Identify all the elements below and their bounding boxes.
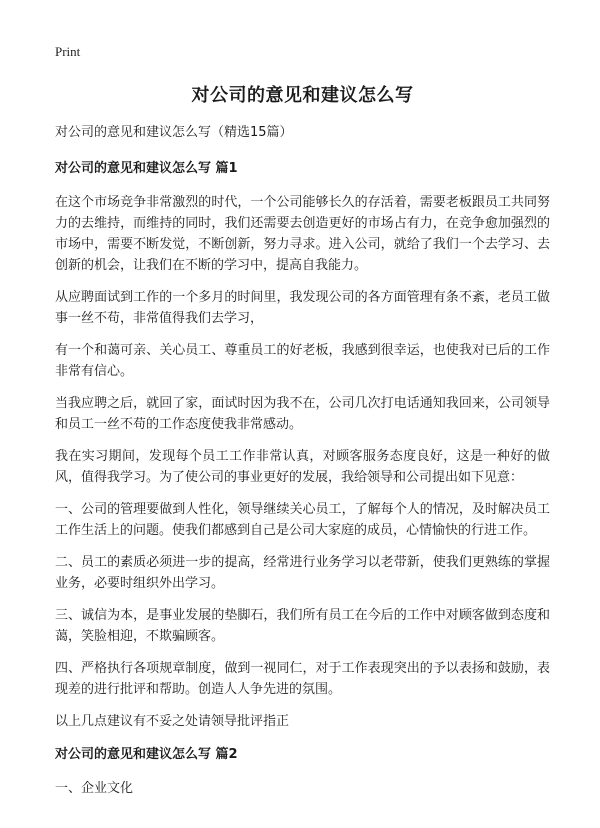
paragraph: 二、员工的素质必须进一步的提高，经常进行业务学习以老带新，使我们更熟练的掌握业务，必要时组织外出学习。 (55, 555, 550, 591)
paragraph: 一、公司的管理要做到人性化，领导继续关心员工，了解每个人的情况，及时解决员工工作生活上的问题。使我们都感到自己是公司大家庭的成员，心情愉快的行进工作。 (55, 502, 550, 538)
print-label: Print (55, 44, 81, 59)
paragraph: 以上几点建议有不妥之处请领导批评指正 (55, 714, 290, 729)
paragraph: 三、诚信为本，是事业发展的垫脚石，我们所有员工在今后的工作中对顾客做到态度和蔼，笑脸相迎，不欺骗顾客。 (55, 608, 550, 644)
paragraph: 有一个和蔼可亲、关心员工、尊重员工的好老板，我感到很幸运，也使我对已后的工作非常有信心。 (55, 343, 550, 379)
paragraph: 当我应聘之后，就回了家，面试时因为我不在，公司几次打电话通知我回来，公司领导和员工一丝不苟的工作态度使我非常感动。 (55, 396, 550, 432)
section-heading-1: 对公司的意见和建议怎么写 篇1 (55, 161, 238, 176)
paragraph: 一、企业文化 (55, 781, 134, 796)
paragraph: 我在实习期间，发现每个员工工作非常认真，对顾客服务态度良好，这是一种好的做风，值得我学习。为了使公司的事业更好的发展，我给领导和公司提出如下见意： (55, 449, 550, 485)
paragraph: 在这个市场竞争非常激烈的时代，一个公司能够长久的存活着，需要老板跟员工共同努力的去维持，而维持的同时，我们还需要去创造更好的市场占有力，在竞争愈加强烈的市场中，需要不断发觉，不断创新，努力寻求。进入公司，就给了我们一个去学习、去创新的机会，让我们在不断的学习中，提高自我能力。 (55, 195, 550, 273)
document-title: 对公司的意见和建议怎么写 (191, 85, 414, 106)
paragraph: 四、严格执行各项规章制度，做到一视同仁，对于工作表现突出的予以表扬和鼓励，表现差的进行批评和帮助。创造人人争先进的氛围。 (55, 661, 550, 697)
paragraph: 从应聘面试到工作的一个多月的时间里，我发现公司的各方面管理有条不紊，老员工做事一丝不苟，非常值得我们去学习， (55, 290, 550, 326)
section-heading-2: 对公司的意见和建议怎么写 篇2 (55, 747, 238, 762)
document-subtitle: 对公司的意见和建议怎么写（精选15篇） (55, 125, 293, 140)
